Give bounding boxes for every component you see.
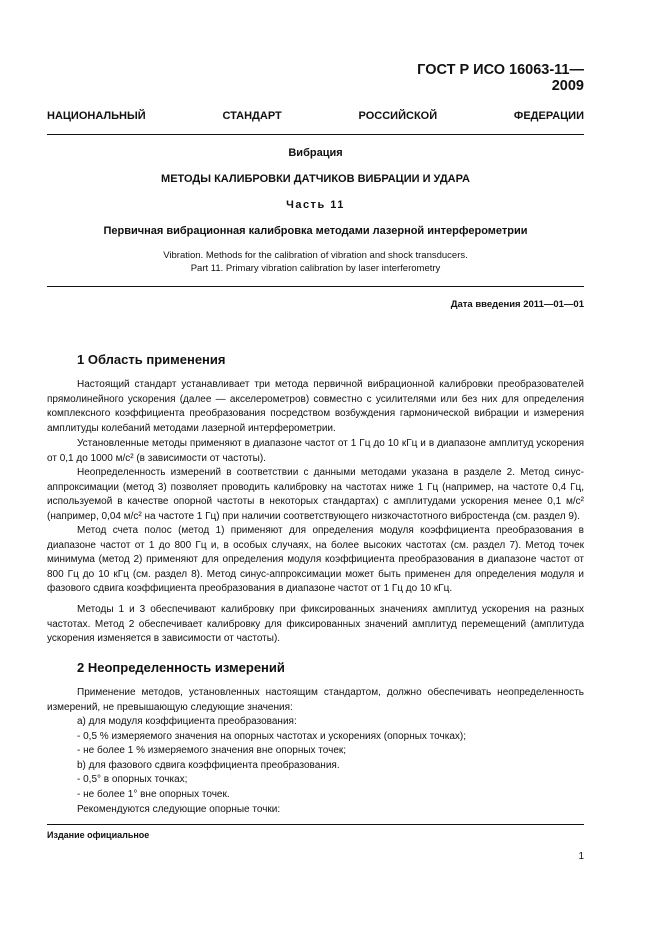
official-edition-label: Издание официальное: [47, 830, 150, 840]
paragraph-text: Настоящий стандарт устанавливает три метода первичной вибрационной калибровки преобразователей прямолинейного ускорения (далее — акселерометров) совместно с усилителями или без них для определения комплексного коэффициента преобразования посредством возбуждения гармонической вибрации и измерения амплитуды колебаний методами лазерной интерферометрии.: [47, 379, 584, 434]
page-number: 1: [578, 851, 584, 862]
footer-rule: [47, 824, 584, 825]
section-1-paragraph-5: [47, 603, 584, 647]
introduction-date: Дата введения 2011—01—01: [450, 299, 584, 310]
title-main: МЕТОДЫ КАЛИБРОВКИ ДАТЧИКОВ ВИБРАЦИИ И УДАРА: [161, 173, 470, 185]
paragraph-text: Методы 1 и 3 обеспечивают калибровку при фиксированных значениях амплитуд ускорения на разных частотах. Метод 2 обеспечивает калибровку для фиксированных значений амплитуд перемещений (амплитуда ускорения изменяется в зависимости от частоты).: [47, 604, 584, 645]
paragraph-text: Применение методов, установленных настоящим стандартом, должно обеспечивать неопределенность измерений, не превышающую следующие значения:: [47, 687, 584, 713]
national-standard-banner: [47, 110, 584, 122]
uncertainty-list: [77, 715, 584, 817]
title-subtitle: Первичная вибрационная калибровка методами лазерной интерферометрии: [103, 225, 528, 237]
english-title-line1: Vibration. Methods for the calibration of vibration and shock transducers.: [163, 250, 468, 261]
national-standard-text: НАЦИОНАЛЬНЫЙ СТАНДАРТ РОССИЙСКОЙ ФЕДЕРАЦИИ: [47, 110, 584, 122]
list-item: Рекомендуются следующие опорные точки:: [77, 803, 281, 815]
section-1-paragraph-3: [47, 466, 584, 524]
header-rule: [47, 134, 584, 135]
english-title-line2: Part 11. Primary vibration calibration by laser interferometry: [190, 263, 441, 274]
paragraph-text: Установленные методы применяют в диапазоне частот от 1 Гц до 10 кГц и в диапазоне амплитуд ускорения от 0,1 до 1000 м/с² (в зависимости от частоты).: [47, 438, 584, 464]
section-1-paragraph-1: [47, 378, 584, 436]
list-item: - не более 1 % измеряемого значения вне опорных точек;: [77, 745, 347, 757]
list-item: - 0,5° в опорных точках;: [77, 774, 188, 786]
list-item: - 0,5 % измеряемого значения на опорных частотах и ускорениях (опорных точках);: [77, 730, 466, 742]
paragraph-text: Метод счета полос (метод 1) применяют для определения модуля коэффициента преобразования в диапазоне частот от 1 до 800 Гц и, в особых случаях, на более высоких частотах (см. раздел 7). Метод точек минимума (метод 2) применяют для определения модуля коэффициента преобразования в диапазоне частот от 800 Гц до 10 кГц (см. раздел 8). Метод синус-аппроксимации может быть применен для определения модуля и фазового сдвига коэффициента преобразования в диапазоне частот от 1 Гц до 10 кГц.: [47, 525, 584, 595]
section-1-paragraph-4: [47, 524, 584, 597]
section-2-paragraph-1: [47, 686, 584, 715]
title-topic: Вибрация: [288, 147, 343, 159]
document-code: ГОСТ Р ИСО 16063-11—2009: [417, 62, 584, 94]
list-item: а) для модуля коэффициента преобразования:: [77, 716, 297, 727]
section-2-heading: 2 Неопределенность измерений: [77, 660, 285, 675]
list-item: b) для фазового сдвига коэффициента преобразования.: [77, 759, 340, 771]
title-part: Часть 11: [286, 199, 345, 211]
section-1-paragraph-2: [47, 437, 584, 466]
list-item: - не более 1° вне опорных точек.: [77, 788, 230, 800]
paragraph-text: Неопределенность измерений в соответствии с данными методами указана в разделе 2. Метод синус-аппроксимации (метод 3) позволяет проводить калибровку на частотах ниже 1 Гц (например, на частоте 0,4 Гц, используемой в качестве опорной частоты в некоторых стандартах) с амплитудами ускорения менее 0,1 м/с² (например, 0,04 м/с² на частоте 1 Гц) при наличии соответствующего низкочастотного вибростенда (см. раздел 9).: [47, 467, 584, 522]
section-1-heading: 1 Область применения: [77, 352, 226, 367]
title-rule: [47, 286, 584, 287]
